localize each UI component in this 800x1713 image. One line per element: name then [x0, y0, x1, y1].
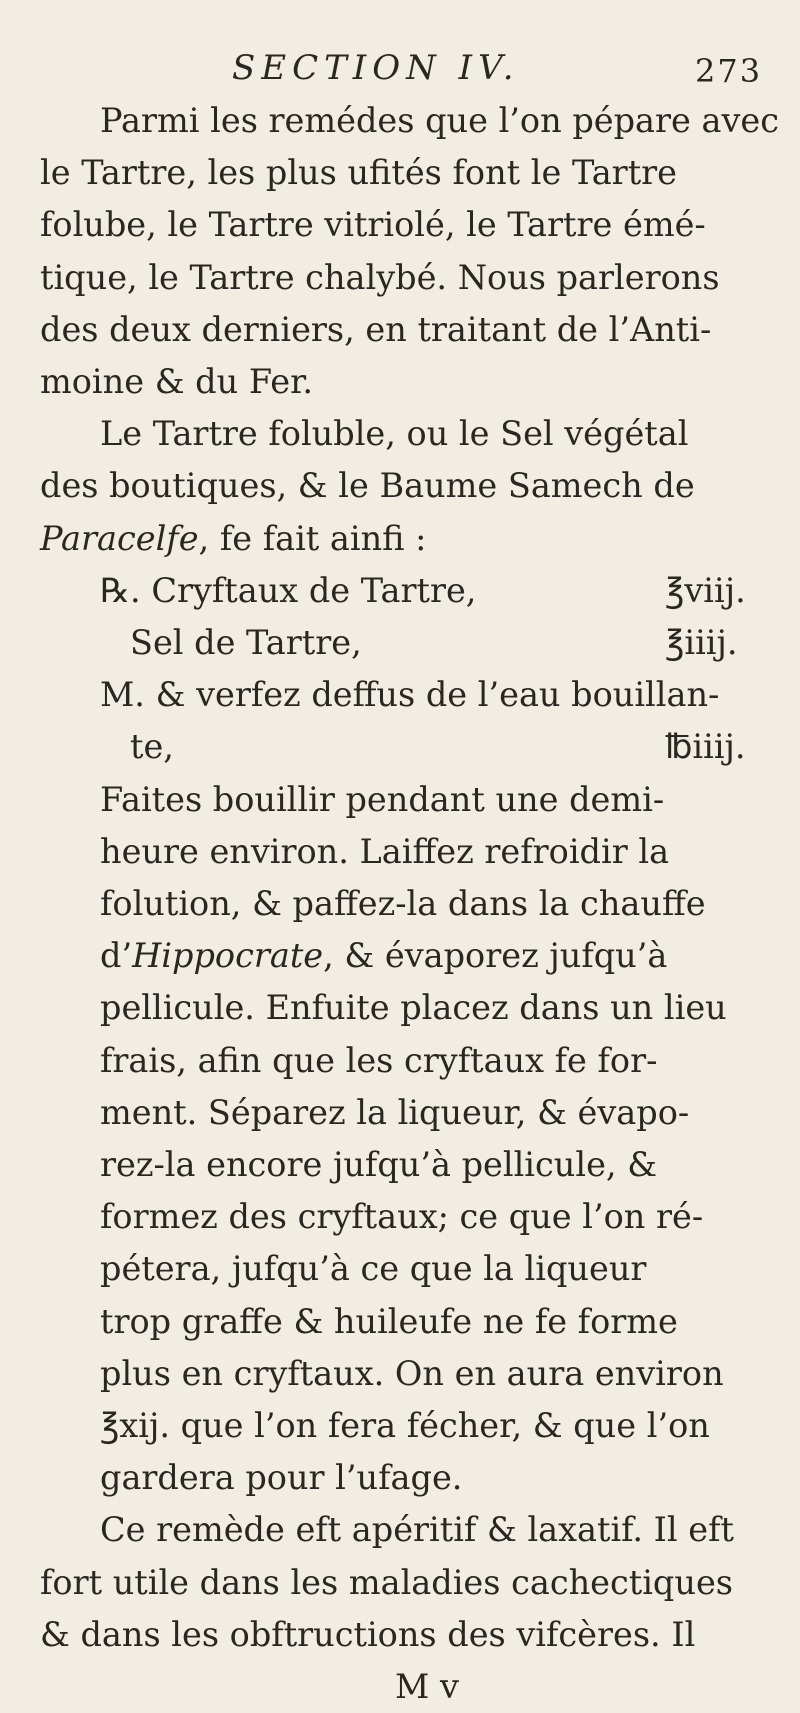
line-text — [100, 565, 476, 617]
text-line — [0, 304, 800, 356]
line-text — [130, 721, 174, 773]
text-run: trop graffe & huileufe ne fe forme — [100, 1301, 678, 1341]
line-text — [100, 878, 706, 930]
line-text — [40, 147, 677, 199]
text-line — [0, 1400, 800, 1452]
line-text — [100, 982, 727, 1034]
line-text — [100, 1087, 689, 1139]
text-run: , & évaporez jufqu’à — [323, 936, 668, 976]
text-line — [0, 669, 800, 721]
line-text — [100, 1504, 734, 1556]
line-text — [395, 1661, 459, 1713]
text-run: Parmi les remédes que l’on pépare avec — [100, 101, 779, 140]
line-text — [100, 1296, 678, 1348]
line-text — [130, 617, 362, 669]
recipe-quantity: ℔iiij. — [665, 727, 746, 767]
line-text — [100, 1348, 724, 1400]
line-text — [100, 1452, 462, 1504]
line-text — [100, 826, 669, 878]
text-run: gardera pour l’ufage. — [100, 1458, 463, 1498]
text-run: rez-la encore jufqu’à pellicule, & — [100, 1145, 658, 1184]
line-text — [100, 95, 779, 147]
line-text — [100, 1139, 657, 1191]
text-run: moine & du Fer. — [40, 362, 314, 401]
line-text — [100, 1400, 710, 1452]
text-line — [0, 147, 800, 199]
text-run: te, — [130, 727, 174, 767]
line-text — [100, 408, 688, 460]
text-run: ℞. Cryftaux de Tartre, — [100, 570, 477, 610]
line-text — [100, 930, 667, 982]
text-run: formez des cryftaux; ce que l’on ré- — [100, 1197, 704, 1237]
text-run: frais, afin que les cryftaux fe for- — [100, 1040, 658, 1080]
text-run: le Tartre, les plus ufités font le Tartre — [40, 153, 677, 193]
text-line — [0, 1191, 800, 1243]
text-line — [0, 1661, 800, 1713]
text-run: des deux derniers, en traitant de l’Anti- — [40, 309, 712, 349]
text-line — [0, 252, 800, 304]
line-text — [40, 460, 695, 512]
text-run: plus en cryftaux. On en aura environ — [100, 1353, 724, 1393]
line-text — [40, 199, 706, 251]
text-line — [0, 982, 800, 1034]
text-line — [0, 930, 800, 982]
line-text — [100, 1191, 703, 1243]
text-line — [0, 878, 800, 930]
text-line — [0, 513, 800, 565]
text-line — [0, 356, 800, 408]
running-title: SECTION IV. — [232, 48, 520, 88]
text-run: folution, & paffez-la dans la chauffe — [100, 884, 706, 923]
line-text — [40, 304, 711, 356]
text-run: d’ — [100, 936, 133, 976]
text-line — [0, 774, 800, 826]
italic-run: Hippocrate — [132, 936, 324, 976]
line-text — [40, 252, 720, 304]
text-line — [0, 1452, 800, 1504]
line-text — [40, 1609, 695, 1661]
text-run: des boutiques, & le Baume Samech de — [40, 466, 695, 506]
line-text — [100, 774, 664, 826]
text-run: M. & verfez deffus de l’eau bouillan- — [100, 675, 720, 715]
text-line — [0, 408, 800, 460]
text-line — [0, 1504, 800, 1556]
line-text — [100, 1035, 657, 1087]
recipe-quantity: ℥iiij. — [665, 623, 738, 662]
text-line — [0, 1348, 800, 1400]
line-text — [40, 1557, 733, 1609]
text-run: pétera, jufqu’à ce que la liqueur — [100, 1249, 647, 1289]
text-run: , fe fait ainfi : — [198, 518, 427, 558]
text-line — [0, 1609, 800, 1661]
text-line — [0, 460, 800, 512]
line-text — [100, 1243, 646, 1295]
text-line — [0, 1035, 800, 1087]
text-line — [0, 617, 800, 669]
page-number: 273 — [695, 52, 763, 90]
page-header — [0, 48, 800, 98]
text-line — [0, 95, 800, 147]
line-text — [100, 669, 719, 721]
text-run: ment. Séparez la liqueur, & évapo- — [100, 1092, 690, 1132]
text-line — [0, 199, 800, 251]
text-line — [0, 721, 800, 773]
italic-run: Paracelfe — [40, 518, 199, 558]
text-line — [0, 826, 800, 878]
text-run: Faites bouillir pendant une demi- — [100, 779, 665, 819]
text-line — [0, 1087, 800, 1139]
text-line — [0, 565, 800, 617]
text-run: & dans les obftructions des vifcères. Il — [40, 1614, 696, 1654]
text-run: Sel de Tartre, — [130, 623, 362, 662]
text-run: fort utile dans les maladies cachectiques — [40, 1562, 733, 1602]
text-line — [0, 1139, 800, 1191]
line-text — [40, 513, 426, 565]
line-text — [40, 356, 313, 408]
text-run: tique, le Tartre chalybé. Nous parlerons — [40, 257, 720, 297]
text-line — [0, 1296, 800, 1348]
text-line — [0, 1557, 800, 1609]
recipe-quantity: ℥viij. — [665, 570, 746, 610]
text-run: M v — [395, 1667, 459, 1706]
text-run: pellicule. Enfuite placez dans un lieu — [100, 988, 727, 1028]
text-run: Ce remède eft apéritif & laxatif. Il eft — [100, 1510, 734, 1550]
text-run: heure environ. Laiffez refroidir la — [100, 831, 670, 871]
text-line — [0, 1243, 800, 1295]
text-run: Le Tartre foluble, ou le Sel végétal — [100, 414, 689, 454]
text-run: folube, le Tartre vitriolé, le Tartre émé- — [40, 205, 706, 245]
text-run: ℥xij. que l’on fera fécher, & que l’on — [100, 1406, 710, 1445]
